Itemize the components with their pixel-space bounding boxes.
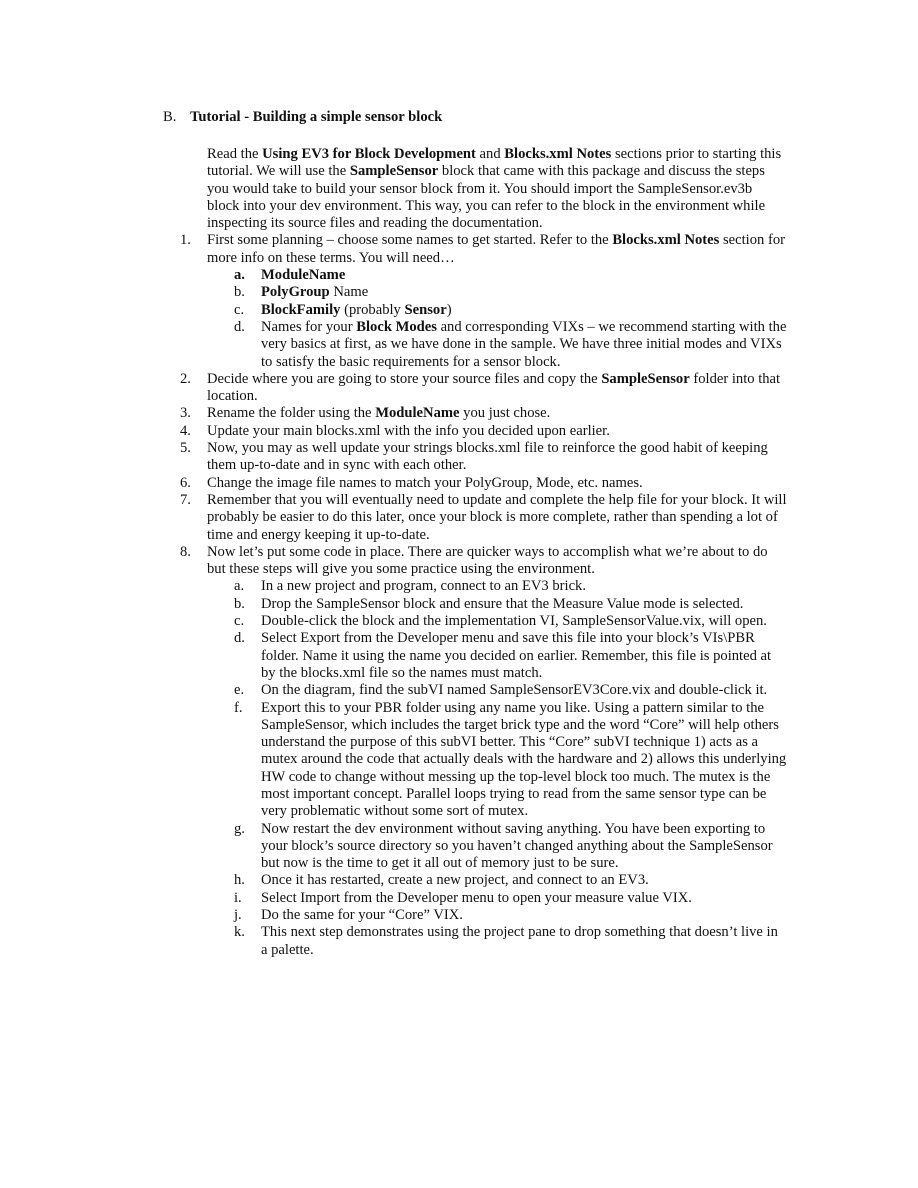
text: Change the image file names to match your PolyGroup, Mode, etc. names. [207, 474, 643, 491]
list-item-8j [153, 907, 787, 924]
list-item-8f [153, 700, 787, 821]
list-item-step-8 [153, 544, 787, 959]
bold-term: ModuleName [261, 267, 346, 284]
text: In a new project and program, connect to an EV3 brick. [261, 578, 586, 595]
bold-term: Blocks.xml Notes [612, 232, 720, 249]
bold-term: SampleSensor [349, 163, 439, 180]
text: you just chose. [459, 405, 551, 422]
text: Select Import from the Developer menu to open your measure value VIX. [261, 889, 692, 906]
text: Read the [207, 146, 263, 162]
list-marker: a. [234, 267, 245, 284]
text: ) [446, 301, 452, 318]
text: Double-click the block and the implementation VI, SampleSensorValue.vix, will open. [261, 613, 767, 630]
list-marker: 7. [180, 491, 191, 508]
list-marker: b. [234, 284, 245, 301]
bold-term: Sensor [404, 301, 447, 318]
text: sections prior to starting this tutorial. We will use the [207, 146, 782, 180]
list-item-1b [153, 284, 787, 301]
list-item-step-4 [153, 423, 787, 440]
list-marker: g. [234, 820, 245, 837]
text: folder into that location. [207, 370, 781, 405]
text: Drop the SampleSensor block and ensure that the Measure Value mode is selected. [261, 595, 744, 612]
list-item-8h [153, 872, 787, 889]
list-marker: 8. [180, 543, 191, 560]
list-marker: 1. [180, 232, 191, 249]
list-item-step-5 [153, 440, 787, 475]
list-item-step-2 [153, 371, 787, 406]
text: Rename the folder using the [207, 405, 376, 422]
text: Name [329, 284, 369, 301]
list-marker: a. [234, 578, 245, 595]
text: Do the same for your “Core” VIX. [261, 907, 463, 924]
list-marker: c. [234, 613, 245, 630]
bold-term: Blocks.xml Notes [504, 146, 612, 162]
list-item-step-1 [153, 232, 787, 370]
text: This next step demonstrates using the project pane to drop something that doesn’t live in a palette. [261, 924, 778, 958]
list-marker: d. [234, 318, 245, 335]
list-marker: e. [234, 682, 245, 699]
text: and [475, 146, 505, 162]
section-title: Tutorial - Building a simple sensor block [190, 109, 443, 125]
bold-term: ModuleName [375, 405, 460, 422]
list-marker: d. [234, 630, 245, 647]
intro-paragraph [207, 146, 787, 232]
text: (probably [340, 301, 405, 318]
list-marker: f. [234, 699, 243, 716]
list-marker: 6. [180, 474, 191, 491]
list-item-8g [153, 821, 787, 873]
text: and corresponding VIXs – we recommend starting with the very basics at first, as we have done in the sample. We have three initial modes and VIXs to satisfy the basic requirements for a sensor block. [261, 318, 787, 370]
list-item-8e [153, 682, 787, 699]
list-marker: 5. [180, 440, 191, 457]
list-item-1a [153, 267, 787, 284]
steps-list [153, 232, 787, 958]
list-item-1c [153, 302, 787, 319]
section-heading [163, 108, 442, 126]
text: Update your main blocks.xml with the info you decided upon earlier. [207, 422, 610, 439]
bold-term: Block Modes [356, 318, 437, 335]
text: Names for your [261, 318, 357, 335]
list-item-8b [153, 596, 787, 613]
text: Select Export from the Developer menu and save this file into your block’s VIs\PBR folder. Name it using the name you decided on earlier. Remember, this file is pointed at by the blocks.xml file so the names must match. [261, 630, 772, 681]
list-item-8a [153, 578, 787, 595]
section-number: B. [163, 109, 177, 125]
list-marker: b. [234, 595, 245, 612]
list-item-1d [153, 319, 787, 371]
list-item-step-6 [153, 475, 787, 492]
list-item-step-7 [153, 492, 787, 544]
bold-term: SampleSensor [601, 370, 690, 387]
bold-term: Using EV3 for Block Development [262, 146, 476, 162]
list-marker: k. [234, 924, 245, 941]
list-item-8i [153, 890, 787, 907]
text: First some planning – choose some names to get started. Refer to the [207, 232, 613, 249]
list-item-8k [153, 924, 787, 959]
text: Now restart the dev environment without saving anything. You have been exporting to your block’s source directory so you haven’t changed anything about the SampleSensor but now is the time to get it all out of memory just to be sure. [261, 820, 773, 872]
text: Now, you may as well update your strings blocks.xml file to reinforce the good habit of keeping them up-to-date and in sync with each other. [207, 440, 768, 474]
list-marker: h. [234, 872, 245, 889]
list-marker: j. [234, 907, 242, 924]
list-item-8c [153, 613, 787, 630]
text: Decide where you are going to store your source files and copy the [207, 370, 602, 387]
list-item-step-3 [153, 405, 787, 422]
list-marker: i. [234, 889, 242, 906]
list-marker: 4. [180, 422, 191, 439]
bold-term: BlockFamily [261, 301, 341, 318]
list-marker: 3. [180, 405, 191, 422]
section-body [180, 146, 787, 959]
text: Once it has restarted, create a new project, and connect to an EV3. [261, 872, 649, 889]
list-marker: 2. [180, 370, 191, 387]
text: section for more info on these terms. You will need… [207, 232, 785, 266]
list-item-8d [153, 630, 787, 682]
text: Export this to your PBR folder using any name you like. Using a pattern similar to the SampleSensor, which includes the target brick type and the word “Core” will help others understand the purpose of this subVI better. This “Core” subVI technique 1) acts as a mutex around the code that actually deals with the hardware and 2) allows this underlying HW code to change without messing up the top-level block too much. The mutex is the most important concept. Parallel loops trying to read from the same sensor type can be very problematic without some sort of mutex. [261, 699, 787, 820]
text: Remember that you will eventually need to update and complete the help file for your block. It will probably be easier to do this later, once your block is more complete, rather than spending a lot of time and energy keeping it up-to-date. [207, 491, 787, 543]
sublist [153, 267, 787, 371]
text: block that came with this package and discuss the steps you would take to build your sensor block from it. You should import the SampleSensor.ev3b block into your dev environment. This way, you can refer to the block in the environment while inspecting its source files and reading the documentation. [207, 163, 766, 232]
text: Now let’s put some code in place. There are quicker ways to accomplish what we’re about to do but these steps will give you some practice using the environment. [207, 543, 768, 578]
sublist [153, 578, 787, 959]
text: On the diagram, find the subVI named SampleSensorEV3Core.vix and double-click it. [261, 682, 768, 699]
bold-term: PolyGroup [261, 284, 330, 301]
list-marker: c. [234, 301, 245, 318]
